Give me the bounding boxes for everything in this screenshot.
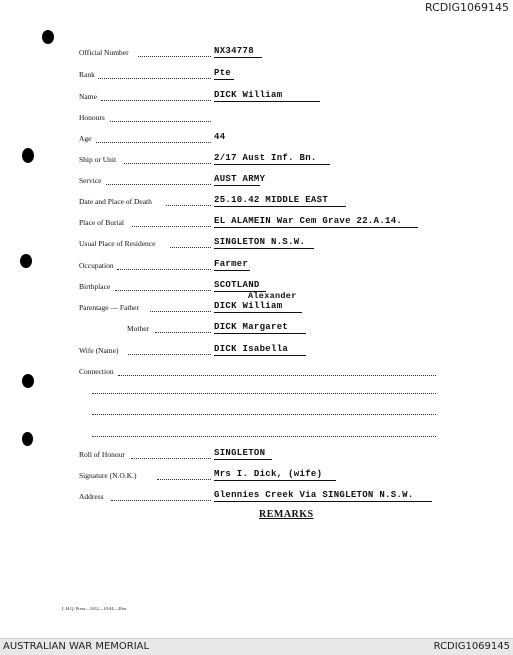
row-father xyxy=(0,301,513,317)
entry-underline xyxy=(214,312,302,313)
mother-label: Mother xyxy=(127,324,150,333)
official-number-value: NX34778 xyxy=(214,46,254,56)
entry-underline xyxy=(214,270,250,271)
official-number-label: Official Number xyxy=(79,48,129,57)
entry-underline xyxy=(214,164,330,165)
print-note: L.H.Q. Press—1632—10/44—20m. xyxy=(62,606,128,611)
row-name xyxy=(0,90,513,106)
roll-of-honour-value: SINGLETON xyxy=(214,448,266,458)
occupation-value: Farmer xyxy=(214,259,249,269)
row-official-number xyxy=(0,46,513,62)
row-wife xyxy=(0,344,513,360)
row-service xyxy=(0,174,513,190)
birthplace-value: SCOTLAND xyxy=(214,280,260,290)
punch-hole xyxy=(42,30,54,44)
entry-underline xyxy=(214,185,260,186)
ship-or-unit-value: 2/17 Aust Inf. Bn. xyxy=(214,153,317,163)
date-place-death-value: 25.10.42 MIDDLE EAST xyxy=(214,195,329,205)
age-label: Age xyxy=(79,134,92,143)
address-value: Glennies Creek Via SINGLETON N.S.W. xyxy=(214,490,414,500)
dotted-leader xyxy=(132,226,211,227)
usual-residence-label: Usual Place of Residence xyxy=(79,239,156,248)
rank-value: Pte xyxy=(214,68,232,78)
wife-label: Wife (Name) xyxy=(79,346,119,355)
dotted-leader xyxy=(131,458,211,459)
birthplace-label: Birthplace xyxy=(79,282,111,291)
signature-value: Mrs I. Dick, (wife) xyxy=(214,469,323,479)
dotted-leader xyxy=(157,479,211,480)
connection-line xyxy=(92,393,436,394)
rank-label: Rank xyxy=(79,70,95,79)
name-value: DICK William xyxy=(214,90,283,100)
connection-line xyxy=(92,436,436,437)
archive-footer-bar xyxy=(0,638,513,655)
entry-underline xyxy=(214,459,272,460)
dotted-leader xyxy=(115,290,211,291)
entry-underline xyxy=(214,355,306,356)
row-roll-of-honour xyxy=(0,448,513,464)
age-value: 44 xyxy=(214,132,226,142)
dotted-leader xyxy=(98,78,211,79)
father-label: Parentage — Father xyxy=(79,303,139,312)
date-place-death-label: Date and Place of Death xyxy=(79,197,152,206)
row-place-of-burial xyxy=(0,216,513,232)
entry-underline xyxy=(214,206,346,207)
row-occupation xyxy=(0,259,513,275)
father-value: DICK William xyxy=(214,301,283,311)
remarks-heading: REMARKS xyxy=(259,509,314,520)
connection-label: Connection xyxy=(79,367,114,376)
row-honours xyxy=(0,111,513,127)
place-of-burial-label: Place of Burial xyxy=(79,218,124,227)
row-signature xyxy=(0,469,513,485)
address-label: Address xyxy=(79,492,104,501)
entry-underline xyxy=(214,79,234,80)
entry-underline xyxy=(214,333,306,334)
roll-of-honour-label: Roll of Honour xyxy=(79,450,125,459)
place-of-burial-value: EL ALAMEIN War Cem Grave 22.A.14. xyxy=(214,216,403,226)
row-ship-or-unit xyxy=(0,153,513,169)
connection-line xyxy=(92,414,436,415)
dotted-leader xyxy=(111,500,211,501)
dotted-leader xyxy=(101,100,211,101)
entry-underline xyxy=(214,480,336,481)
row-mother xyxy=(0,322,513,338)
service-value: AUST ARMY xyxy=(214,174,266,184)
mother-value: DICK Margaret xyxy=(214,322,289,332)
entry-underline xyxy=(214,501,432,502)
dotted-leader xyxy=(110,121,211,122)
ship-or-unit-label: Ship or Unit xyxy=(79,155,117,164)
name-label: Name xyxy=(79,92,97,101)
dotted-leader xyxy=(96,142,211,143)
reference-number-top: RCDIG1069145 xyxy=(424,1,509,14)
row-age xyxy=(0,132,513,148)
dotted-leader xyxy=(138,56,211,57)
row-address xyxy=(0,490,513,506)
dotted-leader xyxy=(155,332,211,333)
usual-residence-value: SINGLETON N.S.W. xyxy=(214,237,306,247)
archive-reference: RCDIG1069145 xyxy=(433,641,510,652)
occupation-label: Occupation xyxy=(79,261,114,270)
dotted-leader xyxy=(117,269,211,270)
punch-hole xyxy=(22,432,33,446)
row-rank xyxy=(0,68,513,84)
dotted-leader xyxy=(124,163,211,164)
service-label: Service xyxy=(79,176,102,185)
entry-underline xyxy=(214,248,314,249)
row-connection xyxy=(0,365,513,381)
father-name-correction: Alexander xyxy=(248,291,297,301)
row-usual-residence xyxy=(0,237,513,253)
dotted-leader xyxy=(170,247,211,248)
signature-label: Signature (N.O.K.) xyxy=(79,471,137,480)
honours-label: Honours xyxy=(79,113,105,122)
archive-name: AUSTRALIAN WAR MEMORIAL xyxy=(3,641,150,652)
dotted-leader xyxy=(150,311,211,312)
dotted-leader xyxy=(118,375,436,376)
wife-value: DICK Isabella xyxy=(214,344,289,354)
dotted-leader xyxy=(166,205,211,206)
row-date-place-death xyxy=(0,195,513,211)
dotted-leader xyxy=(128,354,211,355)
dotted-leader xyxy=(106,184,211,185)
entry-underline xyxy=(214,101,320,102)
entry-underline xyxy=(214,227,418,228)
entry-underline xyxy=(214,57,262,58)
